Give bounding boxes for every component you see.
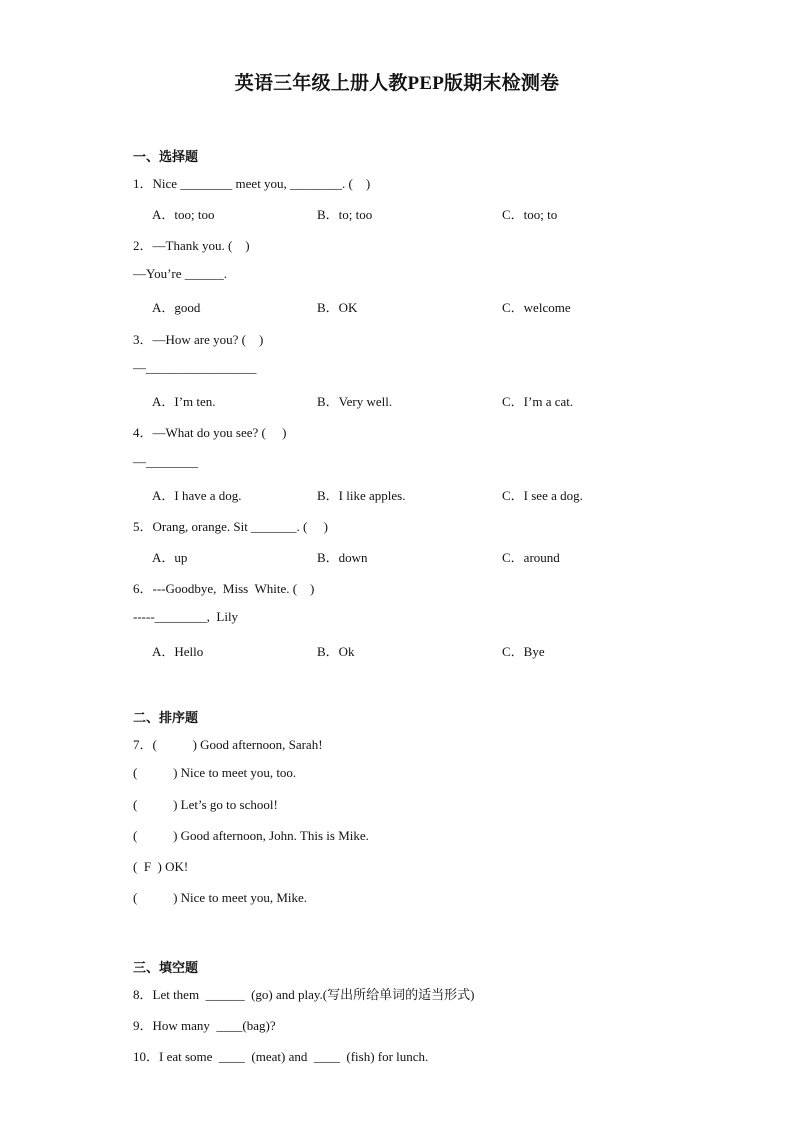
- question-6-option-a[interactable]: A．Hello: [152, 644, 204, 659]
- question-2-options: [152, 297, 712, 315]
- question-5-stem: 5．Orang, orange. Sit _______. ( ): [133, 519, 328, 534]
- question-4-line: —________: [133, 454, 198, 469]
- question-4-stem: 4．—What do you see? ( ): [133, 425, 287, 440]
- question-3-option-b[interactable]: B．Very well.: [317, 394, 393, 409]
- question-6-option-b[interactable]: B．Ok: [317, 644, 355, 659]
- fill-question-9: 9．How many ____(bag)?: [133, 1018, 276, 1033]
- ordering-line-4: ( ) Good afternoon, John. This is Mike.: [133, 828, 369, 843]
- fill-question-10: 10．I eat some ____ (meat) and ____ (fish) for lunch.: [133, 1049, 429, 1064]
- question-4-options: [152, 485, 712, 503]
- question-3-options: [152, 391, 712, 409]
- question-1-option-c[interactable]: C．too; to: [502, 207, 558, 222]
- question-1-option-a[interactable]: A．too; too: [152, 207, 215, 222]
- question-3-stem: 3．—How are you? ( ): [133, 332, 264, 347]
- question-6-options: [152, 641, 712, 659]
- question-3-option-a[interactable]: A．I’m ten.: [152, 394, 216, 409]
- ordering-line-3: ( ) Let’s go to school!: [133, 797, 278, 812]
- question-2-stem: 2．—Thank you. ( ): [133, 238, 250, 253]
- ordering-line-1: 7．( ) Good afternoon, Sarah!: [133, 737, 323, 752]
- ordering-line-5: ( F ) OK!: [133, 859, 189, 874]
- question-6-option-c[interactable]: C．Bye: [502, 644, 545, 659]
- ordering-line-2: ( ) Nice to meet you, too.: [133, 765, 297, 780]
- question-2-line: —You’re ______.: [133, 266, 228, 281]
- question-2-option-c[interactable]: C．welcome: [502, 300, 571, 315]
- question-6-stem: 6．---Goodbye, Miss White. ( ): [133, 581, 315, 596]
- question-1-stem: 1．Nice ________ meet you, ________. ( ): [133, 176, 371, 191]
- section-heading-choice: 一、选择题: [133, 149, 199, 164]
- section-heading-fill-blank: 三、填空题: [133, 960, 199, 975]
- question-5-options: [152, 547, 712, 565]
- question-1-option-b[interactable]: B．to; too: [317, 207, 373, 222]
- page-title: 英语三年级上册人教PEP版期末检测卷: [234, 73, 560, 94]
- question-1-options: [152, 204, 712, 222]
- question-4-option-c[interactable]: C．I see a dog.: [502, 488, 583, 503]
- question-6-line: -----________, Lily: [133, 609, 239, 624]
- question-4-option-b[interactable]: B．I like apples.: [317, 488, 406, 503]
- question-2-option-a[interactable]: A．good: [152, 300, 201, 315]
- question-4-option-a[interactable]: A．I have a dog.: [152, 488, 242, 503]
- question-2-option-b[interactable]: B．OK: [317, 300, 358, 315]
- question-5-option-c[interactable]: C．around: [502, 550, 560, 565]
- question-3-line: —_________________: [133, 360, 257, 375]
- question-3-option-c[interactable]: C．I’m a cat.: [502, 394, 574, 409]
- ordering-line-6: ( ) Nice to meet you, Mike.: [133, 890, 308, 905]
- question-5-option-a[interactable]: A．up: [152, 550, 188, 565]
- question-5-option-b[interactable]: B．down: [317, 550, 368, 565]
- fill-question-8: 8．Let them ______ (go) and play.(写出所给单词的适当形式): [133, 987, 475, 1002]
- section-heading-ordering: 二、排序题: [133, 710, 199, 725]
